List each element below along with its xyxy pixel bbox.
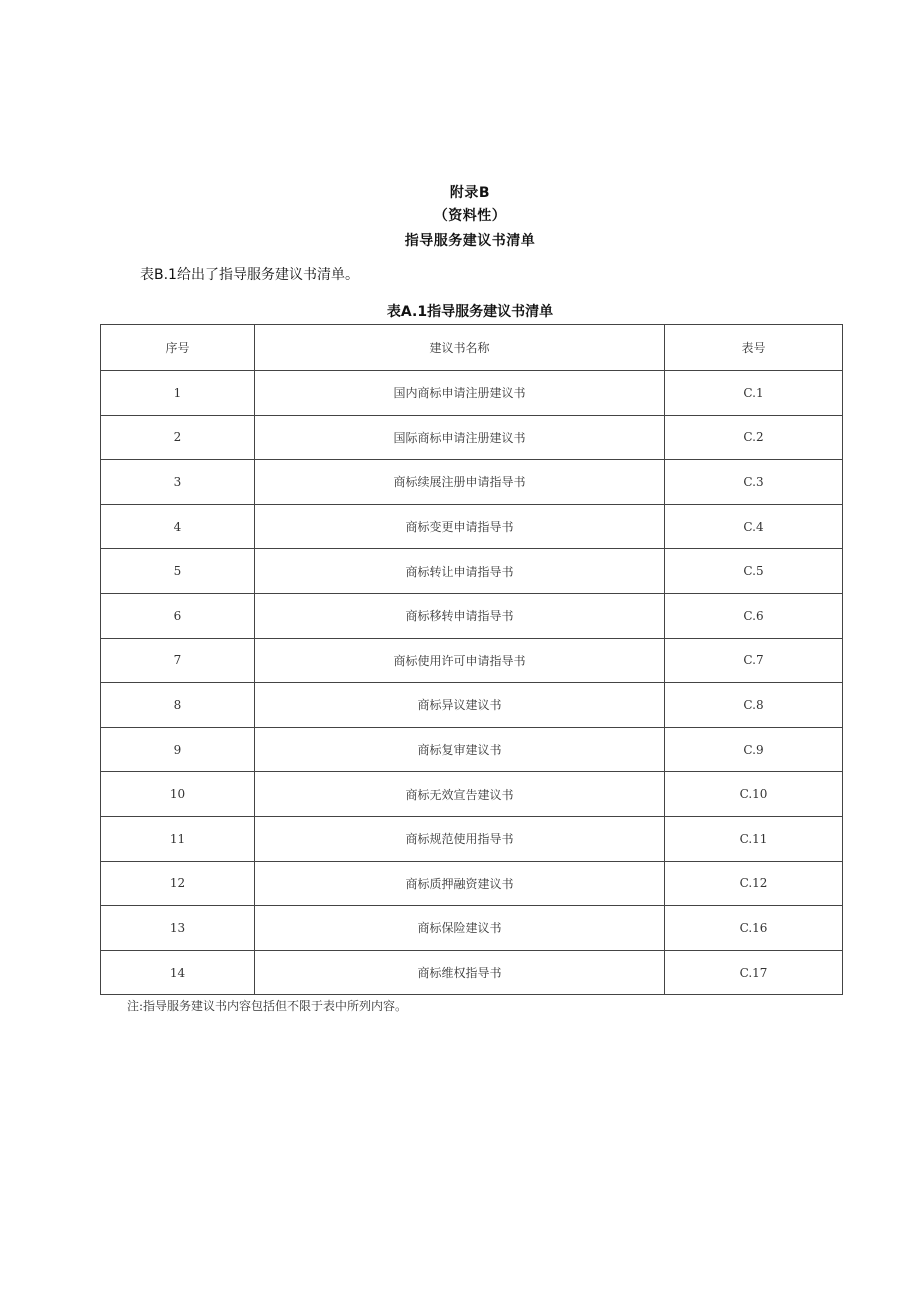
appendix-nature: （资料性） (433, 208, 507, 224)
cell-name: 商标使用许可申请指导书 (255, 638, 665, 683)
cell-name: 商标复审建议书 (255, 727, 665, 772)
cell-index: 6 (101, 593, 255, 638)
cell-form-number: C.9 (665, 727, 843, 772)
table-row (101, 460, 843, 505)
cell-name: 国际商标申请注册建议书 (255, 415, 665, 460)
cell-index: 14 (101, 950, 255, 995)
cell-form-number: C.6 (665, 593, 843, 638)
header-form-number: 表号 (665, 325, 843, 371)
cell-name: 国内商标申请注册建议书 (255, 371, 665, 416)
cell-form-number: C.7 (665, 638, 843, 683)
header-index: 序号 (101, 325, 255, 371)
suggestion-list-table (100, 324, 843, 995)
cell-form-number: C.4 (665, 504, 843, 549)
cell-index: 5 (101, 549, 255, 594)
cell-form-number: C.16 (665, 906, 843, 951)
cell-form-number: C.3 (665, 460, 843, 505)
table-row (101, 861, 843, 906)
table-row (101, 816, 843, 861)
cell-index: 8 (101, 683, 255, 728)
cell-form-number: C.2 (665, 415, 843, 460)
appendix-label: 附录B (449, 185, 491, 201)
cell-name: 商标质押融资建议书 (255, 861, 665, 906)
table-row (101, 415, 843, 460)
intro-paragraph: 表B.1给出了指导服务建议书清单。 (140, 267, 359, 283)
cell-name: 商标续展注册申请指导书 (255, 460, 665, 505)
cell-form-number: C.17 (665, 950, 843, 995)
table-row (101, 772, 843, 817)
cell-form-number: C.11 (665, 816, 843, 861)
cell-name: 商标移转申请指导书 (255, 593, 665, 638)
table-row (101, 549, 843, 594)
appendix-title: 指导服务建议书清单 (404, 233, 536, 249)
cell-index: 12 (101, 861, 255, 906)
cell-name: 商标异议建议书 (255, 683, 665, 728)
cell-form-number: C.8 (665, 683, 843, 728)
table-row (101, 906, 843, 951)
cell-index: 11 (101, 816, 255, 861)
table-row (101, 950, 843, 995)
table-row (101, 593, 843, 638)
cell-index: 3 (101, 460, 255, 505)
cell-name: 商标转让申请指导书 (255, 549, 665, 594)
cell-form-number: C.5 (665, 549, 843, 594)
cell-name: 商标无效宣告建议书 (255, 772, 665, 817)
cell-name: 商标规范使用指导书 (255, 816, 665, 861)
table-row (101, 504, 843, 549)
cell-index: 2 (101, 415, 255, 460)
cell-index: 7 (101, 638, 255, 683)
table-row (101, 727, 843, 772)
table-header-row (101, 325, 843, 371)
cell-name: 商标维权指导书 (255, 950, 665, 995)
cell-name: 商标变更申请指导书 (255, 504, 665, 549)
cell-index: 1 (101, 371, 255, 416)
cell-name: 商标保险建议书 (255, 906, 665, 951)
table-note: 注:指导服务建议书内容包括但不限于表中所列内容。 (127, 999, 408, 1013)
cell-index: 13 (101, 906, 255, 951)
table-row (101, 638, 843, 683)
table-row (101, 683, 843, 728)
table-row (101, 371, 843, 416)
cell-index: 10 (101, 772, 255, 817)
table-caption: 表A.1指导服务建议书清单 (386, 304, 554, 320)
cell-index: 4 (101, 504, 255, 549)
cell-form-number: C.1 (665, 371, 843, 416)
header-name: 建议书名称 (255, 325, 665, 371)
cell-form-number: C.12 (665, 861, 843, 906)
cell-form-number: C.10 (665, 772, 843, 817)
cell-index: 9 (101, 727, 255, 772)
